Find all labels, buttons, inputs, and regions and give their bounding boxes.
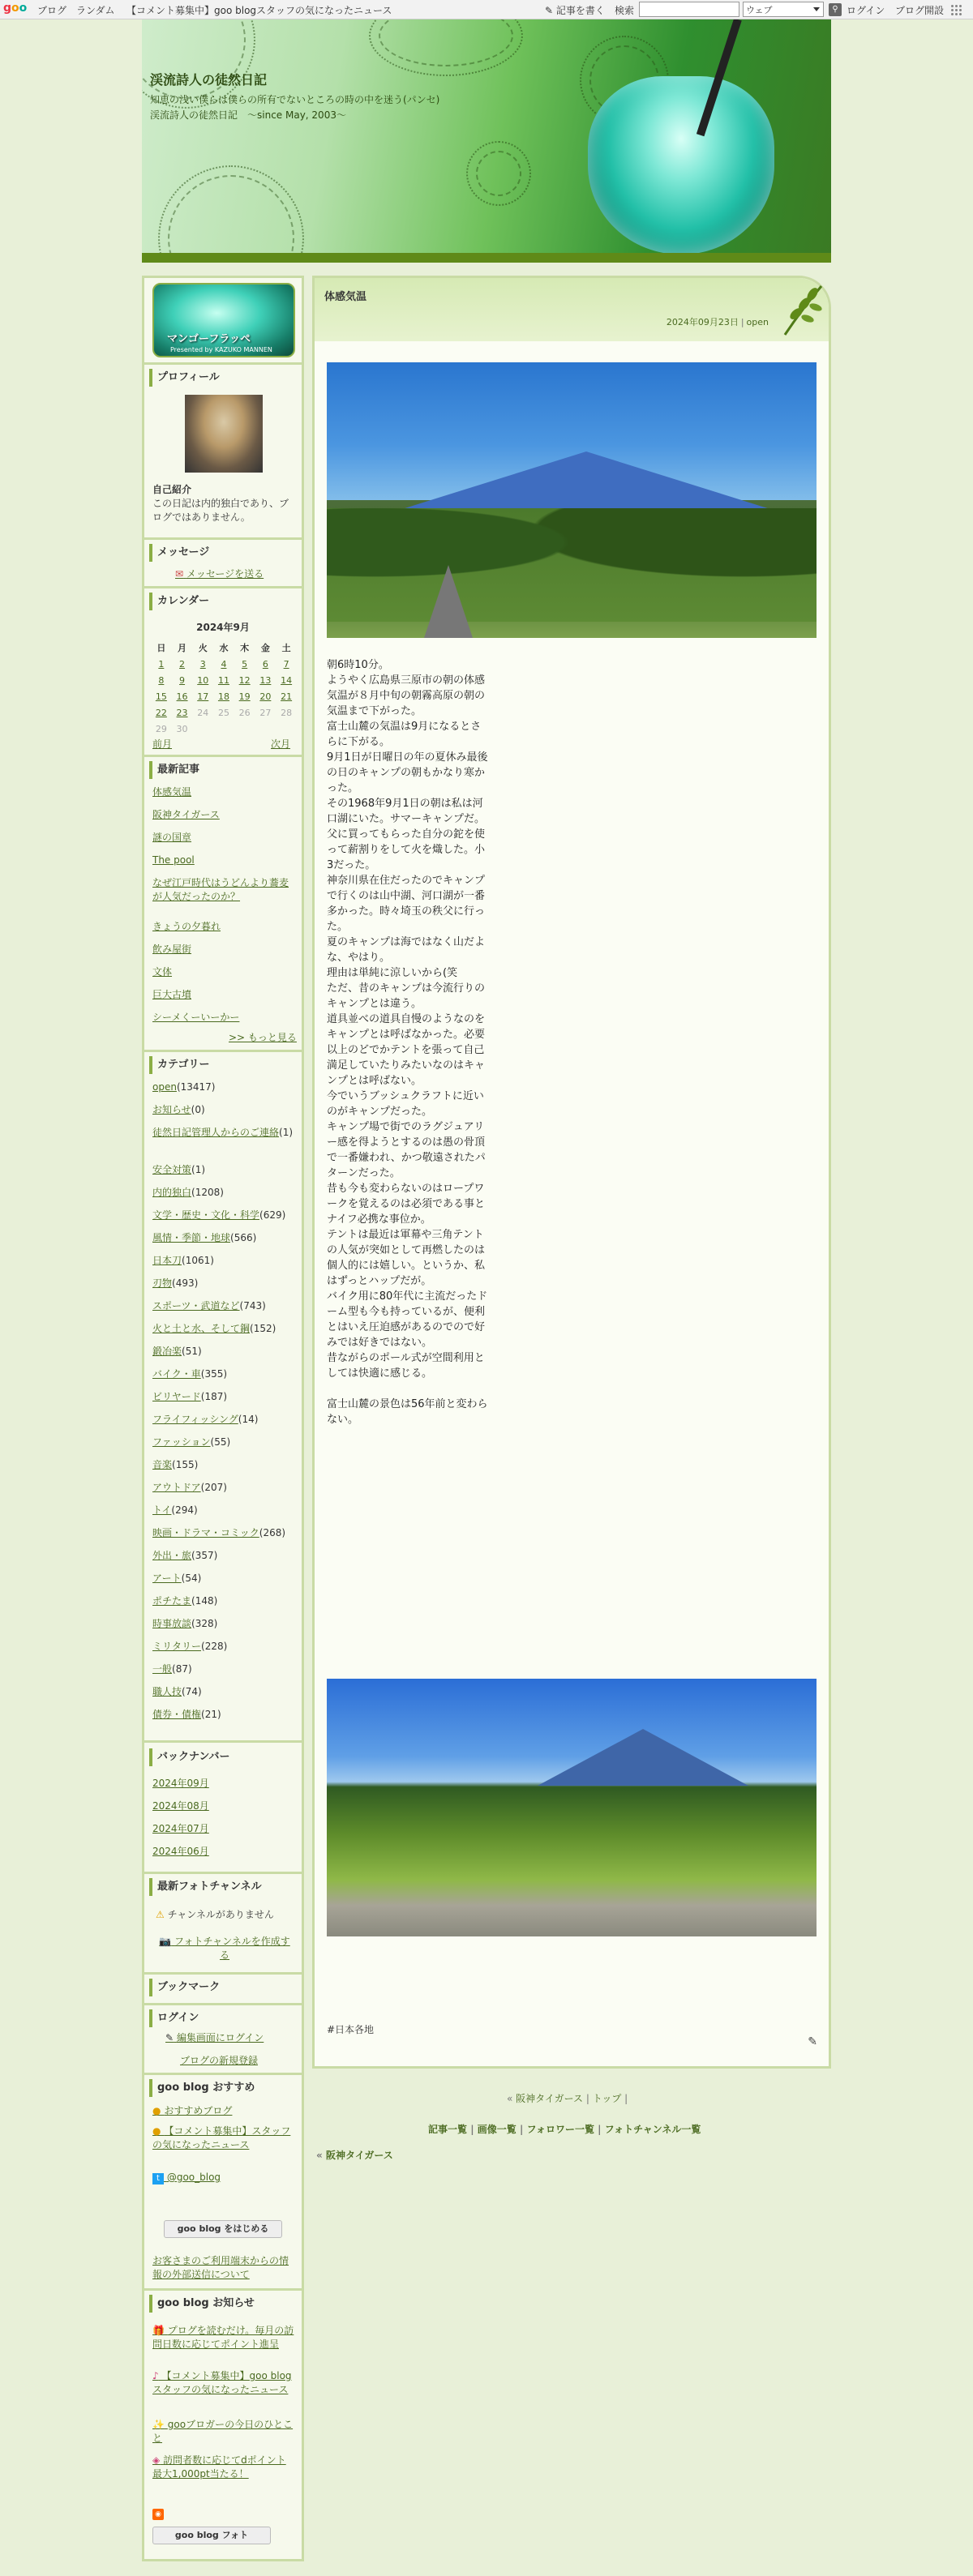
login-heading: ログイン [149,2009,297,2027]
prev-post-bottom-link[interactable]: 阪神タイガース [325,2150,393,2161]
category-link[interactable]: 音楽 [152,1459,173,1470]
start-blog-button[interactable]: goo blog をはじめる [164,2220,282,2238]
sparkle-icon: ✨ [152,2419,165,2430]
no-channel-text [156,1907,274,1921]
category-item [152,1708,295,1722]
music-note-icon: ♪ [152,2370,159,2381]
calendar-day [255,721,276,737]
message-heading: メッセージ [149,544,297,562]
search-input[interactable] [639,2,739,17]
search-scope-value: ウェブ [746,5,773,15]
category-link[interactable]: open [152,1081,177,1093]
categories-heading: カテゴリー [149,1056,297,1074]
more-posts-link[interactable]: >> もっと見る [229,1032,297,1043]
divider [144,1972,302,1975]
divider [144,2288,302,2291]
category-count: (51) [182,1346,202,1357]
recommend-item-link[interactable] [152,2103,232,2117]
category-count: (566) [230,1232,257,1243]
calendar-day[interactable]: 8 [158,674,165,686]
gift-icon: 🎁 [152,2325,165,2336]
category-count: (0) [191,1104,205,1115]
camera-icon: 📷 [159,1936,172,1947]
app-grid-icon[interactable] [950,4,962,15]
divider [144,1050,302,1052]
calendar-day[interactable]: 22 [155,707,167,718]
category-item [152,1662,295,1676]
post-title[interactable]: 体感気温 [324,291,367,303]
recent-post-link[interactable]: 体感気温 [152,786,192,798]
backnumber-link[interactable]: 2024年07月 [152,1823,209,1834]
notice-label: プログを読むだけ。毎月の訪問日数に応じてポイント進呈 [152,2325,294,2350]
category-item [152,1103,295,1117]
calendar-weekday: 木 [240,643,250,653]
recent-post-link[interactable]: The pool [152,854,195,866]
category-link[interactable]: 徒然日記管理人からのご連絡 [152,1127,280,1138]
create-photo-channel-link[interactable] [156,1935,294,1962]
separator: | [740,317,744,327]
recent-post-link[interactable]: きょうの夕暮れ [152,921,221,932]
calendar-weekday: 金 [260,643,270,653]
mt-fuji-field-photo[interactable] [327,1679,817,1936]
post-tag[interactable]: #日本各地 [327,2024,375,2035]
category-count: (357) [191,1550,218,1561]
category-count: (21) [201,1709,221,1720]
divider [144,2073,302,2075]
category-count: (1) [191,1164,206,1175]
calendar-day[interactable]: 2 [179,658,186,670]
category-item [152,1254,295,1268]
login-edit-label: 編集画面にログイン [176,2032,264,2043]
category-count: (743) [239,1300,266,1312]
category-link[interactable]: お知らせ [152,1104,191,1115]
category-link[interactable]: トイ [152,1504,172,1516]
notice-label: 【コメント募集中】goo blogスタッフの気になったニュース [152,2370,292,2395]
calendar-weekday: 土 [281,643,291,653]
category-link[interactable]: 鍛冶楽 [152,1346,182,1357]
post-category-link[interactable]: open [746,317,769,327]
calendar-day [276,721,297,737]
post-navigation [507,2091,628,2105]
calendar-weekday: 水 [219,643,229,653]
toolbar-news-link[interactable]: 【コメント募集中】goo blogスタッフの気になったニュース [126,5,392,16]
no-channel-label: チャンネルがありません [167,1909,274,1920]
category-link[interactable]: バイク・車 [152,1368,201,1380]
category-item [152,1594,295,1608]
category-item [152,1345,295,1359]
category-item [152,1413,295,1427]
category-count: (13417) [176,1081,216,1093]
calendar-day [192,721,213,737]
separator: | [470,2124,474,2135]
recommend-heading: goo blog おすすめ [149,2079,297,2097]
recent-post-link[interactable]: 阪神タイガース [152,809,220,820]
category-count: (14) [238,1414,259,1425]
bulb-icon: ● [152,2105,161,2116]
recent-post-link[interactable]: 巨大古墳 [152,989,192,1000]
calendar [151,640,297,737]
category-link[interactable]: 内的独白 [152,1187,192,1198]
pencil-icon: ✎ [545,5,554,16]
category-item [152,1458,295,1472]
category-link[interactable]: 日本刀 [152,1255,182,1266]
category-count: (187) [200,1391,228,1402]
recent-posts-heading: 最新記事 [149,761,297,779]
post-body: 朝6時10分。 ようやく広島県三原市の朝の体感気温が８月中旬の朝霧高原の朝の気温まで下がった。 富士山麓の気温は9月になるとさらに下がる。 9月1日が日曜日の年の夏休み最後の日のキャンプの朝もかなり寒かった。 その1968年9月1日の朝は私は河口湖にいた。サマーキャンプだ。 父に買ってもらった自分の鉈を使って薪割りをして火を熾した。小3だった。 神奈川県在住だったのでキャンプで行くのは山中湖、河口湖が一番多かった。時々埼玉の秩父に行った。 夏のキャンプは海ではなく山だよな、やはり。 理由は単純に涼しいから(笑 ただ、昔のキャンプは今流行りのキャンプとは違う。 道具並べの道具自慢のようなのをキャンプとは呼ばなかった。必要以上のどでかテントを張って自己満足していたりみたいなのはキャンプとは呼ばない。 今でいうブッシュクラフトに近いのがキャンプだった。 キャンプ場で街でのラグジュアリー感を得ようとするのは愚の骨頂で一番嫌われ、かつ敬遠されたパターンだった。 昔も今も変わらないのはロープワークを覚えるのは必須である事とナイフ必携な事位か。 テントは最近は軍幕や三角テントの人気が突如として再燃したのは個人的には嬉しい。というか、私はずっとハップだが。 バイク用に80年代に主流だったドーム型も今も持っているが、便利とはいえ圧迫感があるのでので好みでは好きではない。 昔ながらのポール式が空間利用としては快適に感じる。 富士山麓の景色は56年前と変わらない。 [327,659,488,1426]
sidebar [142,276,304,2561]
calendar-day[interactable]: 10 [197,674,209,686]
warning-icon: ⚠ [156,1909,165,1920]
calendar-day[interactable]: 15 [155,691,167,702]
toolbar-random-link[interactable]: ランダム [76,5,115,16]
calendar-day[interactable]: 7 [283,658,289,670]
category-link[interactable]: 外出・旅 [152,1550,192,1561]
prev-arrow-icon: « [507,2093,513,2104]
twitter-icon: t [152,2173,164,2184]
bulb-icon: ● [152,2125,161,2137]
divider [144,586,302,588]
prev-post-link[interactable]: 阪神タイガース [516,2093,583,2104]
post-date-link[interactable]: 2024年09月23日 [666,317,739,327]
category-link[interactable]: 風情・季節・地球 [152,1232,231,1243]
mountain-shape [538,1729,748,1786]
category-item [152,1299,295,1313]
write-article-label: 記事を書く [555,5,605,16]
category-link[interactable]: 安全対策 [152,1164,192,1175]
category-link[interactable]: ミリタリー [152,1641,202,1652]
blog-description: 知恵の浅い僕らは僕らの所有でないところの時の中を迷う(パンセ) 渓流詩人の徒然日記 ～since May, 2003～ [150,94,450,121]
self-intro-label: 自己紹介 [152,484,192,495]
follower-list-link[interactable]: フォロワー一覧 [526,2124,594,2135]
category-link[interactable]: 債券・債権 [152,1709,202,1720]
calendar-day[interactable]: 5 [242,658,248,670]
calendar-day[interactable]: 4 [221,658,227,670]
category-count: (268) [259,1527,286,1538]
category-count: (155) [172,1459,199,1470]
calendar-day[interactable]: 20 [259,691,272,702]
category-item [152,1186,295,1200]
lace-ornament [369,19,523,76]
notice-link[interactable] [152,2369,295,2397]
calendar-day: 27 [259,707,272,718]
category-link[interactable]: 時事放談 [152,1618,192,1629]
category-link[interactable]: 文学・歴史・文化・科学 [152,1209,260,1221]
category-item [152,1549,295,1563]
calendar-prev-link[interactable]: 前月 [152,738,173,750]
separator: | [519,2124,524,2135]
category-count: (493) [172,1277,199,1289]
divider [144,1872,302,1874]
category-count: (87) [172,1663,192,1675]
calendar-month: 2024年9月 [196,622,250,633]
goo-blog-photo-button[interactable]: goo blog フォト [152,2527,271,2544]
notice-link[interactable] [152,2418,295,2445]
backnumber-link[interactable]: 2024年08月 [152,1800,209,1812]
category-item [152,1080,295,1094]
post-meta [667,315,769,328]
divider [144,2003,302,2005]
divider [144,1740,302,1743]
calendar-weekday: 日 [156,643,166,653]
recommend-item-label: 【コメント募集中】スタッフの気になったニュース [152,2125,291,2150]
calendar-day: 24 [197,707,209,718]
calendar-day[interactable]: 12 [238,674,251,686]
category-item [152,1367,295,1381]
calendar-heading: カレンダー [149,593,297,610]
category-item [152,1277,295,1290]
list-navigation [428,2122,701,2136]
calendar-day[interactable]: 13 [259,674,272,686]
category-item [152,1640,295,1654]
category-count: (152) [250,1323,276,1334]
bookmark-heading: ブックマーク [149,1979,297,1996]
category-link[interactable]: 火と土と水、そして鋼 [152,1323,251,1334]
category-count: (54) [181,1573,202,1584]
top-link[interactable]: トップ [592,2093,622,2104]
banner-subtitle: Presented by KAZUKO MANNEN [170,346,272,353]
category-count: (55) [210,1436,231,1448]
category-link[interactable]: 一般 [152,1663,173,1675]
calendar-next-link[interactable]: 次月 [271,738,291,750]
calendar-day[interactable]: 6 [262,658,268,670]
category-count: (148) [191,1595,218,1607]
calendar-day: 25 [217,707,229,718]
category-item [152,1209,295,1222]
calendar-day: 29 [155,723,167,734]
image-list-link[interactable]: 画像一覧 [477,2124,517,2135]
mt-fuji-road-photo[interactable] [327,362,817,638]
blog-header [142,19,831,263]
edit-icon[interactable]: ✎ [808,2035,817,2048]
separator: | [624,2093,628,2104]
category-count: (294) [171,1504,198,1516]
lace-ornament [466,141,531,206]
article-list-link[interactable]: 記事一覧 [428,2124,468,2135]
calendar-day[interactable]: 23 [176,707,188,718]
category-count: (228) [201,1641,228,1652]
category-count: (629) [259,1209,286,1221]
goo-logo[interactable]: goo [3,2,28,15]
trees-shape [327,508,817,622]
calendar-table [151,640,297,737]
notice-link[interactable] [152,2454,295,2481]
category-count: (74) [182,1686,202,1697]
header-divider [142,253,831,263]
notice-label: gooブロガーの今日のひとこと [152,2419,294,2444]
recent-post-link[interactable]: 謎の国章 [152,832,192,843]
category-item [152,1481,295,1495]
prev-arrow-icon: « [316,2150,323,2161]
recommend-item-label: おすすめブログ [164,2105,233,2116]
backnumber-link[interactable]: 2024年06月 [152,1846,209,1857]
calendar-day[interactable]: 21 [281,691,293,702]
divider [144,537,302,540]
register-blog-link[interactable]: ブログの新規登録 [180,2055,259,2066]
create-photo-channel-label: フォトチャンネルを作成する [174,1936,290,1961]
divider [144,362,302,365]
calendar-day[interactable]: 1 [158,658,165,670]
calendar-weekday: 月 [178,643,187,653]
prev-post-bottom [316,2148,393,2162]
category-link[interactable]: 刃物 [152,1277,173,1289]
category-count: (1) [279,1127,294,1138]
category-item [152,1163,295,1177]
category-item [152,1685,295,1699]
road-shape [424,565,473,638]
toolbar-open-blog-link[interactable]: ブログ開設 [895,5,945,16]
diamond-icon: ◈ [152,2454,161,2466]
send-message-link[interactable] [175,567,264,580]
category-count: (1208) [191,1187,224,1198]
backnumber-link[interactable]: 2024年09月 [152,1778,209,1789]
shaved-ice-glass-image [588,76,774,255]
self-intro-text: この日記は内的独白であり、ブログではありません。 [152,498,289,523]
category-link[interactable]: アウトドア [152,1482,201,1493]
calendar-day [213,721,234,737]
category-item [152,1436,295,1449]
category-item [152,1617,295,1631]
category-link[interactable]: 職人技 [152,1686,182,1697]
photo-channel-heading: 最新フォトチャンネル [149,1878,297,1896]
notice-label: 訪問者数に応じてdポイント最大1,000pt当たる！ [152,2454,286,2480]
mountain-shape [400,451,773,510]
mail-icon: ✉ [175,568,184,580]
profile-avatar [185,395,263,473]
write-article-link[interactable] [545,3,605,17]
twitter-link[interactable] [152,2172,221,2184]
toolbar-login-link[interactable]: ログイン [847,5,885,16]
category-count: (207) [200,1482,227,1493]
calendar-day: 30 [176,723,188,734]
calendar-weekday: 火 [198,643,208,653]
divider [144,755,302,757]
twitter-label: @goo_blog [166,2172,221,2183]
calendar-day [234,721,255,737]
recent-post-link[interactable]: 文体 [152,966,173,978]
calendar-day[interactable]: 9 [179,674,186,686]
separator: | [598,2124,602,2135]
toolbar-blog-link[interactable]: ブログ [37,5,67,16]
search-scope-select[interactable] [743,2,824,17]
notice-heading: goo blog お知らせ [149,2295,297,2313]
search-icon[interactable]: ⚲ [829,3,842,16]
calendar-day[interactable]: 14 [281,674,293,686]
category-count: (355) [200,1368,228,1380]
external-info-link[interactable]: お客さまのご利用端末からの情報の外部送信について [152,2255,289,2280]
sidebar-banner-image [152,283,295,357]
blog-title[interactable]: 渓流詩人の徒然日記 [150,72,268,88]
post-header [315,278,829,341]
rss-icon[interactable]: ◉ [152,2509,164,2520]
category-link[interactable]: ポチたま [152,1595,192,1607]
calendar-day[interactable]: 19 [238,691,251,702]
leaf-ornament-icon [777,278,825,336]
profile-heading: プロフィール [149,369,297,387]
category-link[interactable]: アート [152,1573,182,1584]
recent-post-link[interactable]: シーメくーいーかー [152,1012,240,1023]
category-item [152,1526,295,1540]
category-count: (328) [191,1618,218,1629]
separator: | [585,2093,589,2104]
category-item [152,1231,295,1245]
login-edit-link[interactable] [165,2030,264,2044]
send-message-label: メッセージを送る [186,568,264,580]
recommend-item-link[interactable] [152,2125,295,2152]
calendar-day[interactable]: 17 [197,691,209,702]
category-item [152,1572,295,1585]
notice-link[interactable] [152,2324,295,2351]
photo-channel-list-link[interactable]: フォトチャンネル一覧 [604,2124,701,2135]
banner-title: マンゴーフラッペ [167,333,251,345]
category-item [152,1322,295,1336]
main-content [312,276,831,2069]
category-link[interactable]: スポーツ・武道など [152,1300,240,1312]
category-link[interactable]: ビリヤード [152,1391,201,1402]
calendar-day[interactable]: 18 [217,691,229,702]
calendar-day: 28 [281,707,293,718]
category-link[interactable]: フライフィッシング [152,1414,238,1425]
lace-ornament [158,165,304,263]
category-item [152,1126,295,1140]
calendar-day[interactable]: 3 [199,658,206,670]
recent-post-link[interactable]: 飲み屋街 [152,944,192,955]
calendar-day[interactable]: 11 [217,674,229,686]
global-toolbar [0,0,973,19]
search-label: 検索 [615,5,635,16]
category-count: (1061) [182,1255,214,1266]
category-item [152,1504,295,1517]
calendar-day[interactable]: 16 [176,691,188,702]
category-link[interactable]: ファッション [152,1436,211,1448]
category-item [152,1390,295,1404]
recent-post-link[interactable]: なぜ江戸時代はうどんより蕎麦が人気だったのか？ [152,877,289,902]
backnumber-heading: バックナンバー [149,1748,297,1766]
category-link[interactable]: 映画・ドラマ・コミック [152,1527,259,1538]
calendar-day: 26 [238,707,251,718]
pencil-icon: ✎ [165,2032,174,2043]
